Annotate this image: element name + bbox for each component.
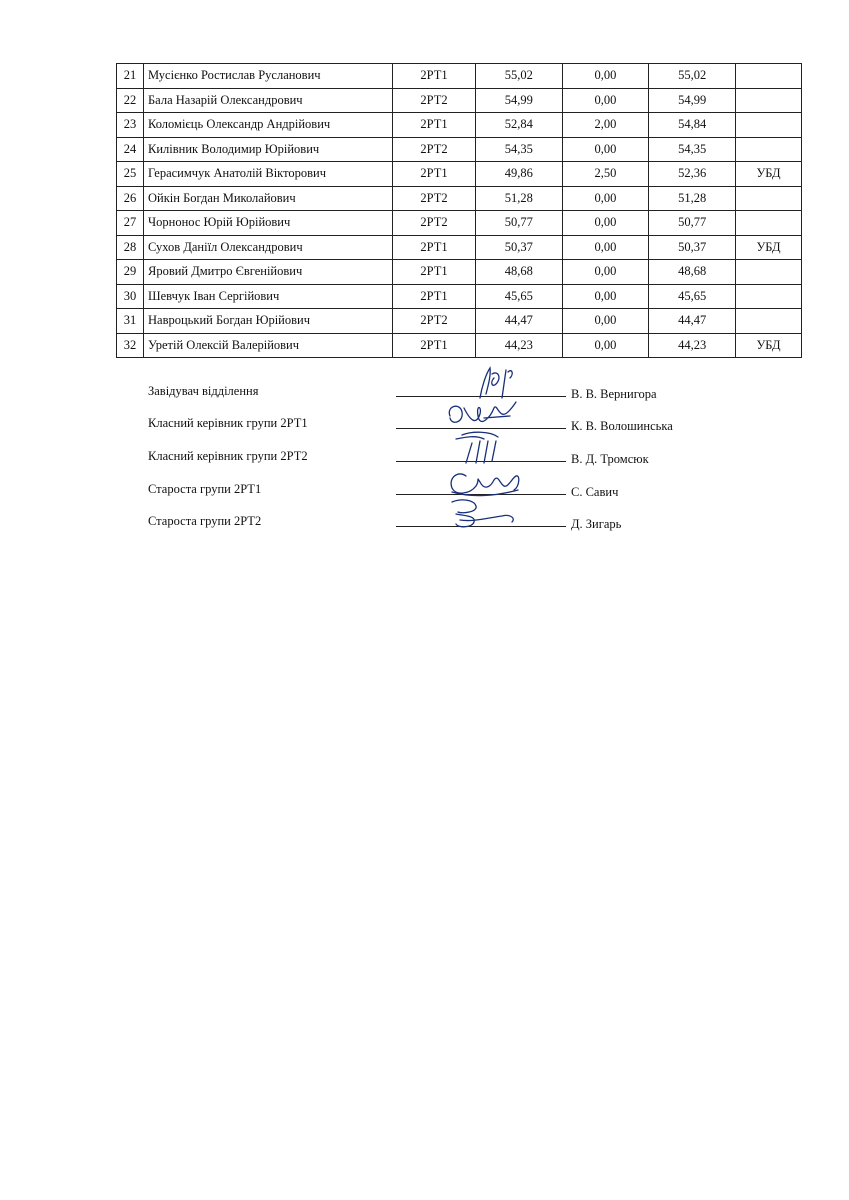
score-base-cell: 51,28	[476, 186, 563, 211]
signature-row	[0, 378, 849, 408]
row-number-cell: 32	[117, 333, 144, 358]
score-total-cell: 54,35	[649, 137, 736, 162]
student-name-cell: Уретій Олексій Валерійович	[144, 333, 393, 358]
signature-role: Класний керівник групи 2РТ1	[148, 416, 308, 430]
table-row	[117, 284, 802, 309]
row-number-cell: 30	[117, 284, 144, 309]
group-code-cell: 2РТ1	[393, 333, 476, 358]
signature-line	[396, 526, 566, 527]
score-bonus-cell: 0,00	[562, 309, 649, 334]
table-row	[117, 333, 802, 358]
group-code-cell: 2РТ2	[393, 137, 476, 162]
signature-line	[396, 396, 566, 397]
score-base-cell: 44,47	[476, 309, 563, 334]
note-cell	[736, 137, 802, 162]
student-name-cell: Шевчук Іван Сергійович	[144, 284, 393, 309]
signature-name: Д. Зигарь	[571, 517, 622, 531]
signature-role: Класний керівник групи 2РТ2	[148, 449, 308, 463]
score-bonus-cell: 2,50	[562, 162, 649, 187]
row-number-cell: 21	[117, 64, 144, 89]
score-base-cell: 44,23	[476, 333, 563, 358]
group-code-cell: 2РТ2	[393, 186, 476, 211]
row-number-cell: 23	[117, 113, 144, 138]
handwritten-signature-icon	[436, 494, 536, 534]
group-code-cell: 2РТ1	[393, 113, 476, 138]
score-bonus-cell: 2,00	[562, 113, 649, 138]
score-bonus-cell: 0,00	[562, 284, 649, 309]
signature-name: В. В. Вернигора	[571, 387, 657, 401]
handwritten-signature-icon	[436, 396, 536, 436]
score-bonus-cell: 0,00	[562, 260, 649, 285]
note-cell: УБД	[736, 333, 802, 358]
score-bonus-cell: 0,00	[562, 235, 649, 260]
score-base-cell: 50,77	[476, 211, 563, 236]
group-code-cell: 2РТ1	[393, 235, 476, 260]
table-row	[117, 260, 802, 285]
table-body	[117, 64, 802, 358]
table-row	[117, 186, 802, 211]
student-name-cell: Ойкін Богдан Миколайович	[144, 186, 393, 211]
table-row	[117, 137, 802, 162]
row-number-cell: 26	[117, 186, 144, 211]
note-cell	[736, 211, 802, 236]
signature-name: В. Д. Тромсюк	[571, 452, 649, 466]
group-code-cell: 2РТ2	[393, 88, 476, 113]
signature-line	[396, 461, 566, 462]
note-cell	[736, 186, 802, 211]
score-base-cell: 54,35	[476, 137, 563, 162]
score-total-cell: 44,23	[649, 333, 736, 358]
student-name-cell: Герасимчук Анатолій Вікторович	[144, 162, 393, 187]
signature-role: Староста групи 2РТ1	[148, 482, 262, 496]
group-code-cell: 2РТ1	[393, 284, 476, 309]
ranking-table	[116, 63, 802, 358]
group-code-cell: 2РТ2	[393, 309, 476, 334]
signature-name: С. Савич	[571, 485, 619, 499]
score-base-cell: 54,99	[476, 88, 563, 113]
score-base-cell: 49,86	[476, 162, 563, 187]
student-name-cell: Мусієнко Ростислав Русланович	[144, 64, 393, 89]
score-bonus-cell: 0,00	[562, 186, 649, 211]
score-bonus-cell: 0,00	[562, 137, 649, 162]
signature-row	[0, 443, 849, 473]
handwritten-signature-icon	[436, 462, 536, 502]
score-total-cell: 52,36	[649, 162, 736, 187]
signature-line	[396, 494, 566, 495]
note-cell: УБД	[736, 235, 802, 260]
group-code-cell: 2РТ2	[393, 211, 476, 236]
table-row	[117, 309, 802, 334]
score-base-cell: 50,37	[476, 235, 563, 260]
table-row	[117, 88, 802, 113]
table-row	[117, 64, 802, 89]
score-total-cell: 45,65	[649, 284, 736, 309]
handwritten-signature-icon	[436, 429, 536, 469]
score-total-cell: 50,77	[649, 211, 736, 236]
row-number-cell: 27	[117, 211, 144, 236]
score-total-cell: 55,02	[649, 64, 736, 89]
score-bonus-cell: 0,00	[562, 211, 649, 236]
student-name-cell: Килівник Володимир Юрійович	[144, 137, 393, 162]
student-name-cell: Бала Назарій Олександрович	[144, 88, 393, 113]
score-total-cell: 51,28	[649, 186, 736, 211]
signature-name: К. В. Волошинська	[571, 419, 673, 433]
student-name-cell: Коломієць Олександр Андрійович	[144, 113, 393, 138]
score-bonus-cell: 0,00	[562, 64, 649, 89]
note-cell	[736, 260, 802, 285]
score-total-cell: 54,84	[649, 113, 736, 138]
signature-role: Завідувач відділення	[148, 384, 259, 398]
row-number-cell: 22	[117, 88, 144, 113]
score-total-cell: 44,47	[649, 309, 736, 334]
table-row	[117, 162, 802, 187]
table-row	[117, 211, 802, 236]
table-row	[117, 113, 802, 138]
note-cell	[736, 88, 802, 113]
row-number-cell: 28	[117, 235, 144, 260]
score-bonus-cell: 0,00	[562, 333, 649, 358]
score-base-cell: 45,65	[476, 284, 563, 309]
score-total-cell: 48,68	[649, 260, 736, 285]
student-name-cell: Яровий Дмитро Євгенійович	[144, 260, 393, 285]
note-cell	[736, 309, 802, 334]
note-cell	[736, 64, 802, 89]
handwritten-signature-icon	[436, 364, 536, 404]
signature-role: Староста групи 2РТ2	[148, 514, 262, 528]
note-cell: УБД	[736, 162, 802, 187]
row-number-cell: 31	[117, 309, 144, 334]
student-name-cell: Навроцький Богдан Юрійович	[144, 309, 393, 334]
row-number-cell: 29	[117, 260, 144, 285]
score-base-cell: 52,84	[476, 113, 563, 138]
row-number-cell: 24	[117, 137, 144, 162]
signature-row	[0, 410, 849, 440]
signature-row	[0, 508, 849, 538]
student-name-cell: Чорнонос Юрій Юрійович	[144, 211, 393, 236]
note-cell	[736, 113, 802, 138]
group-code-cell: 2РТ1	[393, 260, 476, 285]
row-number-cell: 25	[117, 162, 144, 187]
group-code-cell: 2РТ1	[393, 162, 476, 187]
signature-line	[396, 428, 566, 429]
group-code-cell: 2РТ1	[393, 64, 476, 89]
signature-row	[0, 476, 849, 506]
score-base-cell: 48,68	[476, 260, 563, 285]
student-name-cell: Сухов Даніїл Олександрович	[144, 235, 393, 260]
score-bonus-cell: 0,00	[562, 88, 649, 113]
score-total-cell: 50,37	[649, 235, 736, 260]
note-cell	[736, 284, 802, 309]
table-row	[117, 235, 802, 260]
score-total-cell: 54,99	[649, 88, 736, 113]
score-base-cell: 55,02	[476, 64, 563, 89]
